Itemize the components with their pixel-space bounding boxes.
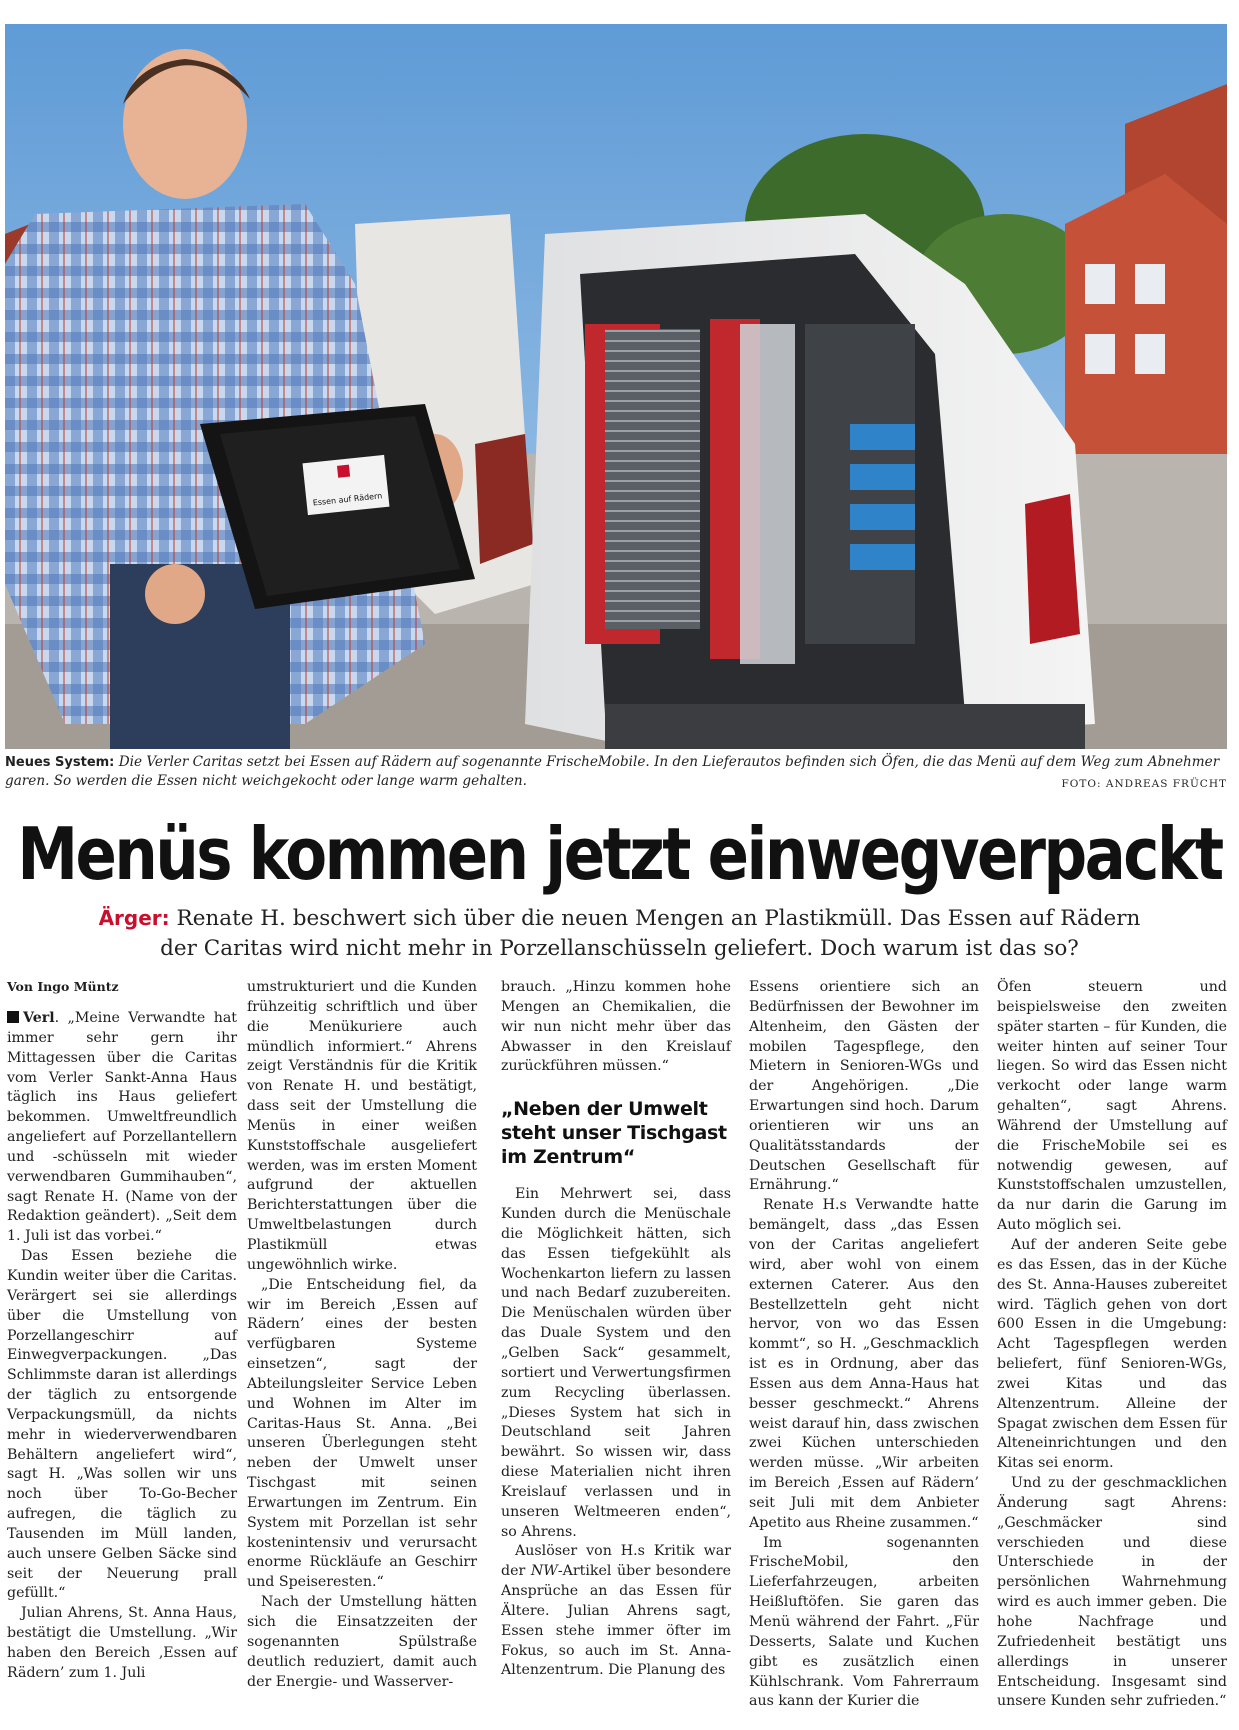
paragraph: „Die Entscheidung fiel, da wir im Bereich ‚Essen auf Rädern’ eines der besten verfügbaren Systeme einsetzen“, sagt der Abteilungsleiter Service Leben und Wohnen im Alter im Caritas-Haus St. Anna. „Bei unseren Überlegungen steht neben der Umwelt unser Tischgast mit seinen Erwartungen im Zentrum. Ein System mit Porzellan ist sehr kostenintensiv und verursacht enorme Rückläufe an Geschirr und Speiseresten.“ — [247, 1276, 477, 1591]
photo-caption — [5, 753, 1227, 791]
paragraph: Und zu der geschmacklichen Änderung sagt Ahrens: „Geschmäcker sind verschieden und diese Unterschiede in der persönlichen Wahrnehmung wird es auch immer geben. Die hohe Nachfrage und Zufriedenheit bestätigt uns allerdings in unserer Entscheidung. Insgesamt sind unsere Kunden sehr zufrieden.“ — [997, 1475, 1227, 1710]
article-column-1 — [7, 978, 237, 1684]
headline: Menüs kommen jetzt einwegverpackt — [17, 813, 1222, 897]
paragraph: Auf der anderen Seite gebe es das Essen, das in der Küche des St. Anna-Hauses zubereitet wird. Täglich gehen von dort 600 Essen in die Umgebung: Acht Tagespflegen werden beliefert, fünf Senioren-WGs, zwei Kitas und das Altenzentrum. Alleine der Spagat zwischen dem Essen für Alteneinrichtungen und den Kitas sei enorm. — [997, 1236, 1227, 1472]
paragraph: Essens orientiere sich an Bedürfnissen der Bewohner im Altenheim, den Gästen der mobilen Tagespflege, den Mietern in Senioren-WGs und der Angehörigen. „Die Erwartungen sind hoch. Darum orientieren wir uns an Qualitätsstandards der Deutschen Gesellschaft für Ernährung.“ — [749, 979, 979, 1194]
newspaper-abbreviation: NW — [530, 1563, 558, 1580]
lead-paragraph — [7, 1009, 237, 1247]
text-run: Auslöser von H.s Kritik war der — [501, 1543, 731, 1580]
paragraph: Öfen steuern und beispielsweise den zweiten später starten – für Kunden, die weiter hinten auf seiner Tour liegen. So wird das Essen nicht verkocht oder lange warm gehalten“, sagt Ahrens. Während der Umstellung auf die FrischeMobile sei es notwendig gewesen, auf Kunststoffschalen umzustellen, da nur darin die Garung im Auto möglich sei. — [997, 979, 1227, 1234]
paragraph: Ein Mehrwert sei, dass Kunden durch die Menüschale die Möglichkeit hätten, sich das Essen tiefgekühlt als Wochenkarton liefern zu lassen und nach Bedarf zuzubereiten. Die Menüschalen würden über das Duale System und den „Gelben Sack“ gesammelt, sortiert und Verwertungsfirmen zum Recycling überlassen. „Dieses System hat sich in Deutschland seit Jahren bewährt. So wissen wir, dass diese Materialien nicht ihren Kreislauf verlassen und in unseren Weltmeeren enden“, so Ahrens. — [501, 1186, 731, 1540]
byline: Von Ingo Müntz — [7, 979, 119, 994]
article-column-5 — [997, 978, 1227, 1712]
photo-credit: FOTO: ANDREAS FRÜCHT — [1061, 778, 1227, 790]
paragraph: Nach der Umstellung hätten sich die Einsatzzeiten der sogenannten Spülstraße deutlich reduziert, damit auch der Energie- und Wasserver- — [247, 1594, 477, 1690]
paragraph: . „Meine Verwandte hat immer sehr gern ihr Mittagessen über die Caritas vom Verler Sankt-Anna Haus täglich ins Haus geliefert bekommen. Umweltfreundlich angeliefert auf Porzellantellern und -schüsseln mit wieder verwendbaren Gummihauben“, sagt Renate H. (Name von der Redaktion geändert). „Seit dem 1. Juli ist das vorbei.“ — [7, 1010, 237, 1245]
box-label: Essen auf Rädern — [312, 491, 383, 508]
interheadline: „Neben der Umwelt steht unser Tischgast im Zentrum“ — [501, 1098, 727, 1169]
subhead-line2: der Caritas wird nicht mehr in Porzellanschüsseln geliefert. Doch warum ist das so? — [160, 936, 1079, 961]
photo-illustration — [5, 24, 1227, 749]
paragraph: Renate H.s Verwandte hatte bemängelt, dass „das Essen von der Caritas angeliefert wird, aber wohl von einem externen Caterer. Aus den Bestellzetteln geht nicht hervor, von wo das Essen kommt“, so H. „Geschmacklich ist es in Ordnung, aber das Essen aus dem Anna-Haus hat besser geschmeckt.“ Ahrens weist darauf hin, dass zwischen zwei Küchen unterschieden werden müsse. „Wir arbeiten im Bereich ‚Essen auf Rädern’ seit Juli mit dem Anbieter Apetito aus Rheine zusammen.“ — [749, 1197, 979, 1531]
paragraph: Das Essen beziehe die Kundin weiter über die Caritas. Verärgert sei sie allerdings über die Umstellung von Porzellangeschirr auf Einwegverpackungen. „Das Schlimmste daran ist allerdings der täglich zu entsorgende Verpackungsmüll, da nichts mehr in wiederverwendbaren Behältern angeliefert wird“, sagt H. „Was sollen wir uns noch über To-Go-Becher aufregen, die täglich zu Tausenden im Müll landen, auch unsere Gelben Säcke sind seit der Neuerung prall gefüllt.“ — [7, 1248, 237, 1602]
paragraph — [501, 1542, 731, 1681]
subhead-line1: Renate H. beschwert sich über die neuen Mengen an Plastikmüll. Das Essen auf Rädern — [176, 906, 1141, 931]
paragraph: Im sogenannten FrischeMobil, den Lieferfahrzeugen, arbeiten Heißluftöfen. Sie garen das Menü während der Fahrt. „Für Desserts, Salate und Kuchen gibt es zusätzlich einen Kühlschrank. Vom Fahrerraum aus kann der Kurier die — [749, 1534, 979, 1710]
subheadline — [60, 903, 1179, 964]
text-run: -Artikel über besondere Ansprüche an das Essen für Ältere. Julian Ahrens sagt, Essen stehe immer öfter im Fokus, so auch im St. Anna-Altenzentrum. Die Planung des — [501, 1563, 731, 1679]
caption-lead: Neues System: — [5, 755, 115, 770]
subhead-kicker: Ärger: — [98, 906, 170, 930]
article-column-3 — [501, 978, 731, 1681]
article-column-2 — [247, 978, 477, 1692]
paragraph: Julian Ahrens, St. Anna Haus, bestätigt die Umstellung. „Wir haben den Bereich ‚Essen auf Rädern’ zum 1. Juli — [7, 1605, 237, 1681]
article-photo — [5, 24, 1227, 749]
article-column-4 — [749, 978, 979, 1712]
bullet-square-icon — [7, 1011, 19, 1023]
paragraph: umstrukturiert und die Kunden frühzeitig schriftlich und über die Menükuriere auch mündlich informiert.“ Ahrens zeigt Verständnis für die Kritik von Renate H. und bestätigt, dass seit der Umstellung die Menüs in einer weißen Kunststoffschale ausgeliefert werden, was im ersten Moment aufgrund der aktuellen Berichterstattungen über die Umweltbelastungen durch Plastikmüll etwas ungewöhnlich wirke. — [247, 979, 477, 1273]
paragraph: brauch. „Hinzu kommen hohe Mengen an Chemikalien, die wir nun nicht mehr über das Abwasser in den Kreislauf zurückführen müssen.“ — [501, 979, 731, 1075]
dateline: Verl — [23, 1010, 55, 1026]
caption-text: Die Verler Caritas setzt bei Essen auf Rädern auf sogenannte FrischeMobile. In den Lieferautos befinden sich Öfen, die das Menü auf dem Weg zum Abnehmer garen. So werden die Essen nicht weichgekocht oder lange warm gehalten. — [5, 754, 1220, 789]
